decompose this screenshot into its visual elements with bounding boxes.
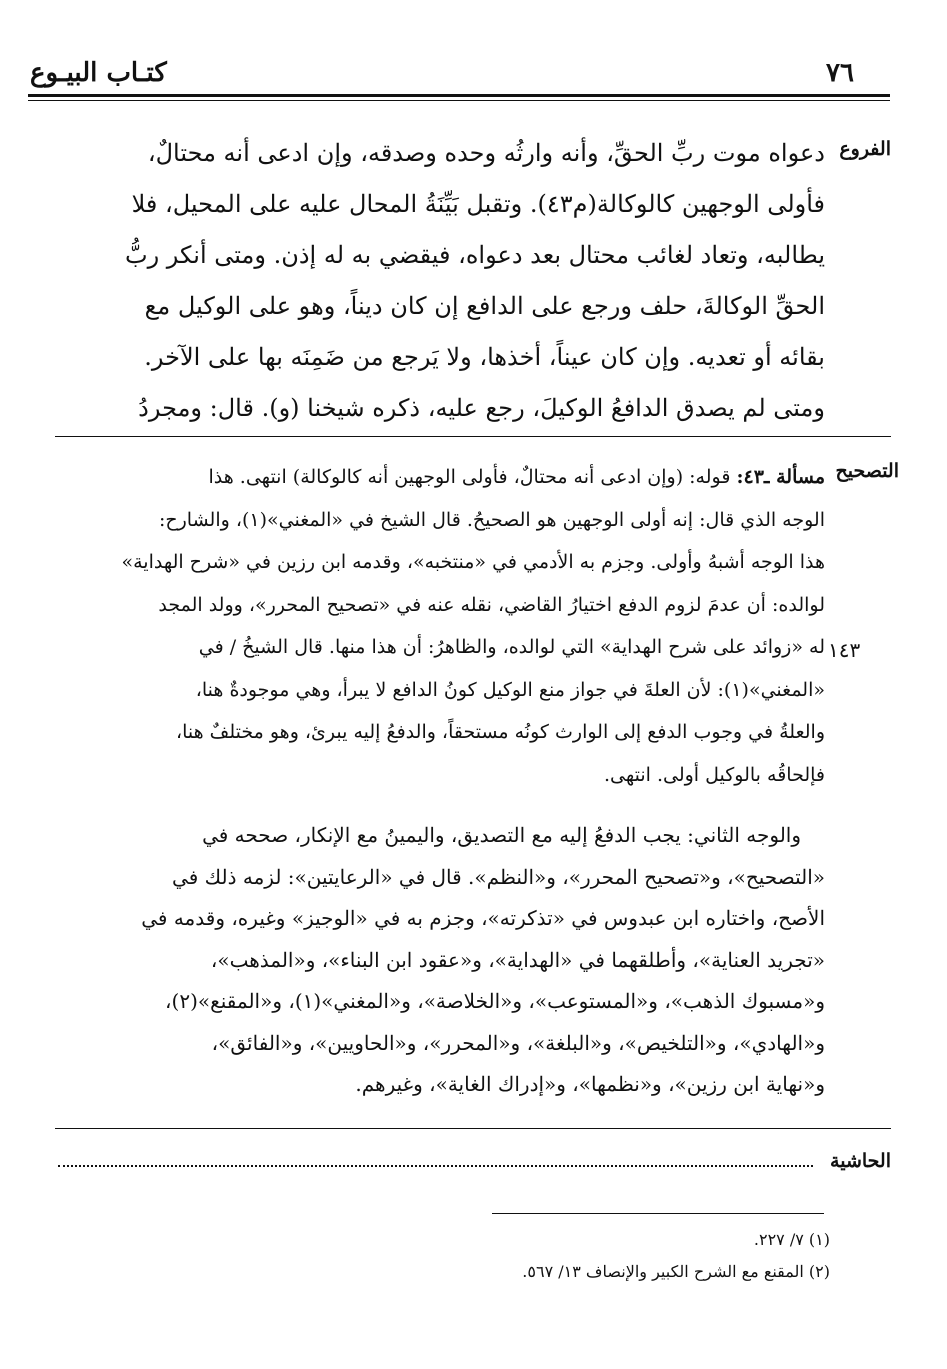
side-page-marker: ١٤٣ <box>828 638 861 662</box>
footnote-2: (٢) المقنع مع الشرح الكبير والإنصاف ١٣/ ٥٦٧. <box>522 1262 830 1281</box>
tashih-line: الأصح، واختاره ابن عبدوس في «تذكرته»، وجزم به في «الوجيز» وغيره، وقدمه في <box>141 906 825 930</box>
tashih-divider <box>55 1128 891 1129</box>
page-number: ٧٦ <box>826 58 854 88</box>
main-line: بقائه أو تعديه. وإن كان عيناً، أخذها، ولا يَرجع من ضَمِنَه بها على الآخر. <box>144 343 825 371</box>
header-rule-thick <box>28 94 890 97</box>
main-line: ومتى لم يصدق الدافعُ الوكيلَ، رجع عليه، ذكره شيخنا (و). قال: ومجردُ <box>138 394 825 422</box>
main-line: دعواه موت ربِّ الحقِّ، وأنه وارثُه وحده وصدقه، وإن ادعى أنه محتالٌ، <box>147 139 825 167</box>
tashih-line: و«الهادي»، و«التلخيص»، و«البلغة»، و«المحرر»، و«الحاويين»، و«الفائق»، <box>211 1030 825 1055</box>
main-line: يطالبه، وتعاد لغائب محتال بعد دعواه، فيقضي به له إذن. ومتى أنكر ربُّ <box>124 241 825 269</box>
masala-heading: مسألة ـ٤٣: <box>736 466 825 488</box>
main-divider <box>55 436 891 437</box>
tashih-line: الوجه الذي قال: إنه أولى الوجهين هو الصحيحُ. قال الشيخ في «المغني»(١)، والشارح: <box>158 508 825 531</box>
main-line: فأولى الوجهين كالوكالة(م٤٣). وتقبل بَيِّنَةُ المحال عليه على المحيل، فلا <box>131 190 825 218</box>
tashih-paragraph-1 <box>50 456 825 796</box>
tashih-line: هذا الوجه أشبهُ وأولى. وجزم به الأدمي في «منتخبه»، وقدمه ابن رزين في «شرح الهداية» <box>121 551 825 573</box>
footnote-separator <box>492 1213 824 1214</box>
tashih-line: و«مسبوك الذهب»، و«المستوعب»، و«الخلاصة»، و«المغني»(١)، و«المقنع»(٢)، <box>165 989 825 1013</box>
tashih-line: والوجه الثاني: يجب الدفعُ إليه مع التصديق، واليمينُ مع الإنكار، صححه في <box>202 823 801 847</box>
furu-label: الفروع <box>839 138 891 160</box>
footnote-1: (١) ٧/ ٢٢٧. <box>753 1230 830 1249</box>
tashih-line: «المغني»(١): لأن العلةَ في جواز منع الوكيل كونُ الدافع لا يبرأ، وهي موجودةٌ هنا، <box>195 678 825 701</box>
tashih-paragraph-2 <box>50 815 825 1106</box>
tashih-line <box>50 456 825 499</box>
tashih-line: «تجريد العناية»، وأطلقهما في «الهداية»، و«عقود ابن البناء»، و«المذهب»، <box>210 947 825 972</box>
tashih-text: قوله: (وإن ادعى أنه محتالٌ، فأولى الوجهين أنه كالوكالة) انتهى. هذا <box>208 466 731 488</box>
main-text <box>50 128 825 434</box>
tashih-line: له «زوائد على شرح الهداية» التي لوالده، والظاهرُ: أن هذا منها. قال الشيخُ / في <box>198 636 825 658</box>
book-title: كتـاب البيـوع <box>30 58 167 88</box>
tashih-line: و«نهاية ابن رزين»، و«نظمها»، و«إدراك الغاية»، وغيرهم. <box>355 1072 825 1096</box>
main-line: الحقِّ الوكالةَ، حلف ورجع على الدافع إن كان ديناً، وهو على الوكيل مع <box>144 292 825 320</box>
tashih-line: فإلحاقُه بالوكيل أولى. انتهى. <box>603 763 825 786</box>
tashih-line: والعلةُ في وجوب الدفع إلى الوارث كونُه مستحقاً، والدفعُ إليه يبرئ، وهو مختلفٌ هنا، <box>175 721 825 743</box>
tashih-line: لوالده: أن عدمَ لزوم الدفع اختيارُ القاضي، نقله عنه في «تصحيح المحرر»، وولد المجد <box>158 593 825 616</box>
header-rule-thin <box>28 100 890 101</box>
hashiya-dotted-line <box>58 1165 813 1167</box>
tashih-label: التصحيح <box>835 460 899 482</box>
tashih-line: «التصحيح»، و«تصحيح المحرر»، و«النظم». قال في «الرعايتين»: لزمه ذلك في <box>172 864 825 889</box>
hashiya-label: الحاشية <box>830 1150 891 1172</box>
